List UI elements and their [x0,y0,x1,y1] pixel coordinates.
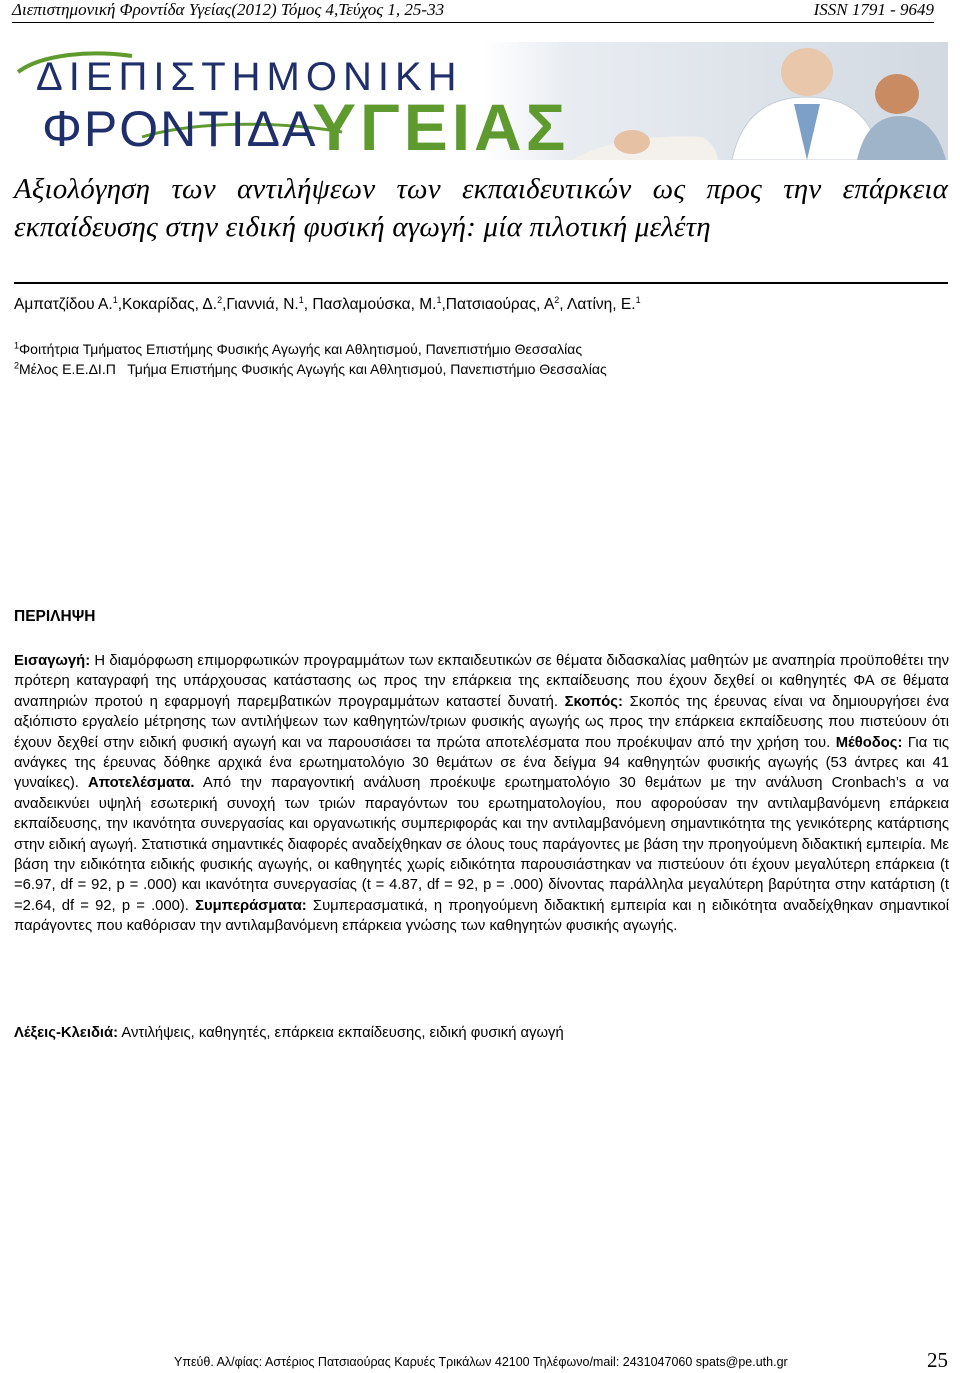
author-2: ,Κοκαρίδας, Δ. [117,296,218,313]
affiliation-2 [14,361,607,377]
issn: ISSN 1791 - 9649 [813,0,934,19]
author-5-affiliation: 2 [554,294,560,305]
aim-text: Σκοπός της έρευνας είναι να δημιουργήσει ένα αξιόπιστο εργαλείο μέτρησης των αντιλήψεων των καθηγητών/τριων φυσικής αγωγής ως προς την επάρκεια εκπαίδευσης που πιστεύουν ότι έχουν δεχθεί στην ειδική φυσική αγωγή και να παρουσιάσει τα πρώτα αποτελέσματα που προέκυψαν από την χρήση του. [14,693,949,751]
method-text: Για τις ανάγκες της έρευνας δόθηκε αρχικά ένα ερωτηματολόγιο 30 θεμάτων σε ένα δείγμα 94 καθηγητών φυσικής αγωγής (53 άντρες και 41 γυναίκες). [14,734,949,792]
banner-artwork [12,42,948,160]
affiliation-2-marker: 2 [14,360,20,371]
author-6-affiliation: 1 [635,294,641,305]
logo-line-3: ΥΓΕΙΑΣ [312,90,570,160]
conclusions-text: Συμπερασματικά, η προηγούμενη διδακτική εμπειρία και η ειδικότητα αναδείχθηκαν σημαντικοί παράγοντες που καθόρισαν την αντιλαμβανόμενη επάρκεια γνώσης των καθηγητών φυσικής αγωγής. [14,897,949,935]
author-4: , Πασλαμούσκα, Μ. [303,296,437,313]
affiliation-1 [14,341,582,357]
correspondence-footer: Υπεύθ. Αλ/φίας: Αστέριος Πατσιαούρας Καρυές Τρικάλων 42100 Τηλέφωνο/mail: 2431047060 spats@pe.uth.gr [174,1355,788,1369]
keywords-text: Αντιλήψεις, καθηγητές, επάρκεια εκπαίδευσης, ειδική φυσική αγωγή [118,1025,564,1041]
author-3: ,Γιαννιά, Ν. [222,296,299,313]
abstract-heading: ΠΕΡΙΛΗΨΗ [14,608,96,625]
affiliation-2-text: Μέλος Ε.Ε.ΔΙ.Π Τμήμα Επιστήμης Φυσικής Αγωγής και Αθλητισμού, Πανεπιστήμιο Θεσσαλίας [19,361,607,377]
conclusions-label: Συμπεράσματα: [195,897,307,914]
article-title: Αξιολόγηση των αντιλήψεων των εκπαιδευτικών ως προς την επάρκεια εκπαίδευσης στην ειδική φυσική αγωγή: μία πιλοτική μελέτη [14,173,948,243]
logo-line-2: ΦΡΟΝΤΙΔΑ [42,101,318,157]
author-1: Αμπατζίδου Α. [14,296,113,313]
method-label: Μέθοδος: [835,734,903,751]
keywords [14,1023,949,1043]
author-6: , Λατίνη, Ε. [559,296,636,313]
intro-label: Εισαγωγή: [14,653,91,669]
author-list [14,296,641,314]
abstract-body [14,651,949,937]
page-number: 25 [927,1348,948,1372]
aim-label: Σκοπός: [564,693,623,710]
keywords-label: Λέξεις-Κλειδιά: [14,1025,119,1041]
author-5: ,Πατσιαούρας, Α [441,296,555,313]
article-title-block [14,170,948,284]
author-1-affiliation: 1 [112,294,118,305]
affiliation-1-text: Φοιτήτρια Τμήματος Επιστήμης Φυσικής Αγωγής και Αθλητισμού, Πανεπιστήμιο Θεσσαλίας [19,341,583,357]
author-3-affiliation: 1 [298,294,304,305]
results-label: Αποτελέσματα. [88,775,195,792]
intro-text: Η διαμόρφωση επιμορφωτικών προγραμμάτων των εκπαιδευτικών σε θέματα διδασκαλίας μαθητών με αναπηρία προϋποθέτει την πρότερη καταγραφή της υπάρχουσας κατάστασης ως προς την επάρκεια της εκπαίδευσης που έχουν δεχθεί οι καθηγητές ΦΑ σε θέματα αναπηριών προτού η εφαρμογή παρεμβατικών προγραμμάτων καταστεί δυνατή. [14,653,949,710]
author-2-affiliation: 2 [217,294,223,305]
author-4-affiliation: 1 [436,294,442,305]
affiliation-1-marker: 1 [14,340,20,351]
journal-banner [12,42,948,160]
logo-line-1: ΔΙΕΠΙΣΤΗΜΟΝΙΚΗ [36,55,463,99]
running-header [12,0,934,23]
journal-citation: Διεπιστημονική Φροντίδα Υγείας(2012) Τόμος 4,Τεύχος 1, 25-33 [12,0,445,19]
results-text: Από την παραγοντική ανάλυση προέκυψε ερωτηματολόγιο 30 θεμάτων με την ανάλυση Cronbach’s α να αναδεικνύει υψηλή εσωτερική συνοχή των τριών παραγόντων του ερωτηματολογίου, που αφορούσαν την αντιλαμβανόμενη επάρκεια εκπαίδευσης, την ικανότητα συνεργασίας και οργανωτικής συμπεριφοράς και την αντιλαμβανόμενη σημαντικότητα της γενικότερης κατάρτισης στην ειδική αγωγή. Στατιστικά σημαντικές διαφορές αναδείχθηκαν σε όλους τους παράγοντες με βάση την προηγούμενη διδακτική εμπειρία. Με βάση την ειδικότητα ειδικής φυσικής αγωγής, οι καθηγητές χωρίς ειδικότητα παρουσιάστηκαν να πιστεύουν ότι έχουν μεγαλύτερη επάρκεια (t =6.97, df = 92, p = .000) και ικανότητα συνεργασίας (t = 4.87, df = 92, p = .000) δίνοντας παράλληλα μεγαλύτερη βαρύτητα στην κατάρτιση (t =2.64, df = 92, p = .000). [14,775,949,914]
